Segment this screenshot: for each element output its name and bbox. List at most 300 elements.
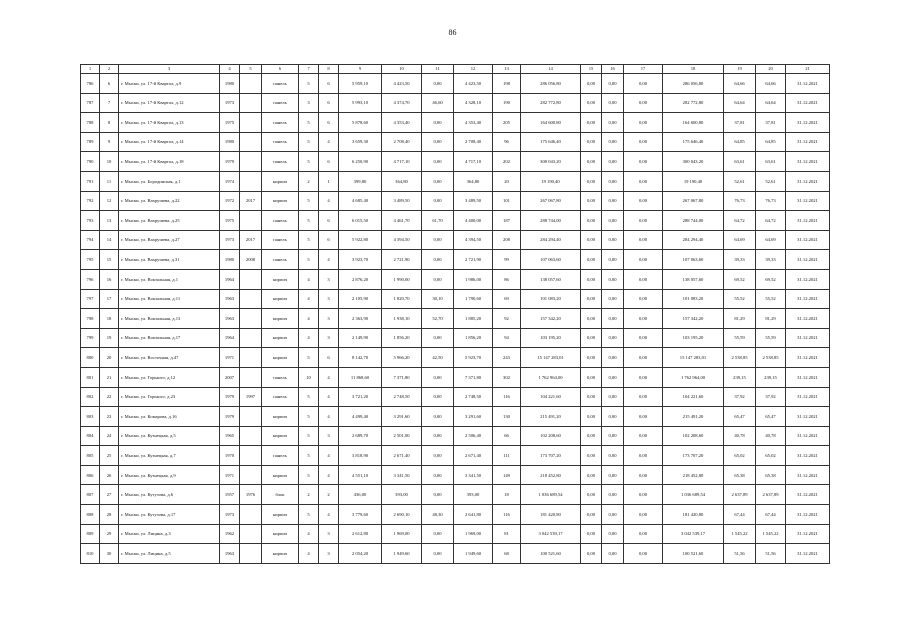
table-cell: 4: [299, 289, 319, 309]
table-cell: 364,80: [454, 171, 493, 191]
table-cell: 4 400,00: [454, 211, 493, 231]
table-cell: 0,00: [624, 171, 663, 191]
table-cell: 0,00: [624, 113, 663, 133]
table-row: [81, 485, 830, 505]
table-cell: 0,00: [624, 250, 663, 270]
table-cell: 21: [100, 367, 119, 387]
table-cell: 1 762 964,00: [663, 367, 724, 387]
table-cell: 0,00: [422, 113, 454, 133]
table-cell: 2 363,90: [339, 309, 382, 329]
table-cell: 67,44: [756, 505, 786, 525]
table-cell: 0,00: [422, 544, 454, 564]
table-cell: 795: [81, 250, 100, 270]
table-cell: 4 394,50: [382, 230, 422, 250]
table-cell: 4: [319, 250, 339, 270]
table-cell: 0,00: [581, 211, 602, 231]
table-cell: 92: [493, 309, 521, 329]
table-cell: 55,52: [724, 289, 756, 309]
table-cell: 0,00: [602, 171, 624, 191]
table-cell: 0,00: [624, 269, 663, 289]
table-cell: 4: [319, 465, 339, 485]
table-cell: панель: [262, 93, 299, 113]
column-header: 21: [786, 65, 830, 74]
column-header: 12: [454, 65, 493, 74]
table-cell: 2008: [240, 250, 262, 270]
table-cell: 65,02: [724, 446, 756, 466]
column-header: 15: [581, 65, 602, 74]
table-cell: 0,00: [581, 387, 602, 407]
table-cell: 0,00: [624, 367, 663, 387]
table-cell: 393,00: [454, 485, 493, 505]
table-cell: панель: [262, 446, 299, 466]
table-cell: 0,00: [602, 93, 624, 113]
table-cell: [240, 407, 262, 427]
table-cell: 0,00: [624, 328, 663, 348]
table-cell: 1 969,00: [382, 524, 422, 544]
table-cell: 116: [493, 387, 521, 407]
table-cell: [240, 328, 262, 348]
table-cell: 55,59: [756, 328, 786, 348]
table-cell: 6: [319, 74, 339, 94]
column-header: 1: [81, 65, 100, 74]
table-cell: 31.12.2021: [786, 505, 830, 525]
address-cell: г. Мыски, ул. 17-й Квартал, д.9: [119, 74, 220, 94]
address-cell: г. Мыски, ул. 17-й Квартал, д.18: [119, 152, 220, 172]
table-cell: 1973: [220, 505, 240, 525]
table-cell: 1971: [220, 465, 240, 485]
table-cell: 4 423,50: [454, 74, 493, 94]
table-cell: 1980: [220, 74, 240, 94]
table-cell: 2 501,00: [382, 426, 422, 446]
table-cell: 64,69: [724, 230, 756, 250]
table-cell: 31.12.2021: [786, 485, 830, 505]
address-cell: г. Мыски, ул. Вокзальная, д.13: [119, 309, 220, 329]
table-cell: 5: [299, 191, 319, 211]
table-cell: 11: [100, 171, 119, 191]
housing-registry-table: [80, 64, 830, 564]
table-cell: 0,00: [624, 465, 663, 485]
table-cell: 2 708,40: [454, 132, 493, 152]
table-cell: 22: [100, 387, 119, 407]
table-cell: 0,00: [602, 465, 624, 485]
table-row: [81, 191, 830, 211]
table-cell: 3: [319, 289, 339, 309]
table-cell: 4: [319, 191, 339, 211]
table-cell: 0,00: [602, 309, 624, 329]
table-cell: 65,02: [756, 446, 786, 466]
table-cell: 3 779,60: [339, 505, 382, 525]
table-cell: 0,00: [581, 230, 602, 250]
table-cell: 0,00: [422, 269, 454, 289]
table-cell: 1 036 689,54: [663, 485, 724, 505]
table-cell: 300 043,20: [521, 152, 581, 172]
table-cell: 0,00: [422, 74, 454, 94]
table-cell: 0,00: [624, 211, 663, 231]
table-cell: 3: [319, 328, 339, 348]
table-cell: 5: [299, 426, 319, 446]
table-cell: 46,60: [422, 93, 454, 113]
column-header: 11: [422, 65, 454, 74]
table-cell: 2 689,70: [339, 426, 382, 446]
table-cell: 282 772,80: [521, 93, 581, 113]
table-row: [81, 544, 830, 564]
table-cell: 1: [319, 171, 339, 191]
table-cell: 1979: [220, 152, 240, 172]
table-cell: 2 748,50: [454, 387, 493, 407]
table-cell: 243: [493, 348, 521, 368]
table-row: [81, 309, 830, 329]
table-cell: 1964: [220, 269, 240, 289]
table-cell: 0,00: [581, 269, 602, 289]
address-cell: г. Мыски, ул. Лицина, д.3: [119, 524, 220, 544]
table-cell: кирпич: [262, 269, 299, 289]
table-cell: 0,00: [602, 113, 624, 133]
column-header: 19: [724, 65, 756, 74]
table-cell: 2 721,90: [382, 250, 422, 270]
table-cell: 65,47: [756, 407, 786, 427]
table-cell: 0,00: [602, 250, 624, 270]
table-cell: 107 063,60: [521, 250, 581, 270]
table-cell: 3 818,90: [339, 446, 382, 466]
table-cell: 802: [81, 387, 100, 407]
table-cell: 4 685,40: [339, 191, 382, 211]
table-cell: [240, 113, 262, 133]
table-cell: 5: [299, 230, 319, 250]
table-row: [81, 524, 830, 544]
table-row: [81, 74, 830, 94]
table-cell: 0,00: [602, 426, 624, 446]
table-cell: 0,00: [581, 446, 602, 466]
table-cell: [240, 289, 262, 309]
table-cell: 76,73: [724, 191, 756, 211]
table-cell: 5: [299, 348, 319, 368]
table-cell: 64,66: [724, 74, 756, 94]
table-cell: 0,00: [602, 132, 624, 152]
table-cell: 801: [81, 367, 100, 387]
column-header: 14: [521, 65, 581, 74]
table-cell: 1973: [220, 230, 240, 250]
table-cell: 1 790,60: [454, 289, 493, 309]
table-cell: 100 521,60: [663, 544, 724, 564]
table-cell: 5: [299, 465, 319, 485]
address-cell: г. Мыски, ул. Кузнецкая, д.9: [119, 465, 220, 485]
table-cell: 55,52: [756, 289, 786, 309]
table-cell: 806: [81, 465, 100, 485]
table-cell: 4: [299, 524, 319, 544]
table-cell: 52,61: [756, 171, 786, 191]
table-cell: 4: [299, 544, 319, 564]
table-cell: 6: [319, 152, 339, 172]
table-cell: 0,00: [602, 152, 624, 172]
table-cell: 61,70: [422, 211, 454, 231]
table-cell: [240, 269, 262, 289]
table-cell: 67,44: [724, 505, 756, 525]
table-cell: 0,00: [624, 152, 663, 172]
table-cell: 103 195,20: [521, 328, 581, 348]
column-header: 9: [339, 65, 382, 74]
table-cell: 0,00: [602, 269, 624, 289]
table-cell: 8: [100, 113, 119, 133]
table-cell: 0,00: [602, 524, 624, 544]
table-cell: 5 959,10: [339, 74, 382, 94]
table-cell: 1997: [240, 387, 262, 407]
table-cell: 0,00: [624, 485, 663, 505]
column-header: 10: [382, 65, 422, 74]
table-cell: 0,00: [581, 544, 602, 564]
table-cell: 64,64: [756, 93, 786, 113]
table-cell: 2 641,80: [454, 505, 493, 525]
table-cell: 1971: [220, 348, 240, 368]
table-cell: 3: [319, 524, 339, 544]
table-cell: 4 353,40: [382, 113, 422, 133]
address-cell: г. Мыски, ул. Кузнецкая, д.5: [119, 426, 220, 446]
table-cell: 0,00: [602, 367, 624, 387]
table-cell: 0,00: [581, 309, 602, 329]
table-cell: 3 042 539,17: [663, 524, 724, 544]
table-cell: 1963: [220, 544, 240, 564]
table-cell: 0,00: [422, 132, 454, 152]
table-cell: кирпич: [262, 465, 299, 485]
table-cell: 3 291,60: [454, 407, 493, 427]
table-row: [81, 328, 830, 348]
table-cell: 6: [100, 74, 119, 94]
table-cell: 76,73: [756, 191, 786, 211]
table-cell: 19: [100, 328, 119, 348]
table-cell: 104 221,60: [663, 387, 724, 407]
table-cell: 96: [493, 132, 521, 152]
table-cell: 181 420,80: [521, 505, 581, 525]
table-cell: 3 659,30: [339, 132, 382, 152]
table-cell: 0,00: [624, 505, 663, 525]
table-cell: 1975: [220, 113, 240, 133]
table-cell: кирпич: [262, 309, 299, 329]
table-cell: 0,00: [581, 93, 602, 113]
table-cell: 0,00: [602, 211, 624, 231]
table-cell: 0,00: [624, 524, 663, 544]
table-cell: 31.12.2021: [786, 309, 830, 329]
table-cell: 0,00: [422, 465, 454, 485]
table-cell: 2: [299, 171, 319, 191]
address-cell: г. Мыски, ул. Восточная, д.47: [119, 348, 220, 368]
table-cell: [240, 524, 262, 544]
table-cell: 37,92: [756, 387, 786, 407]
table-cell: 4 353,40: [454, 113, 493, 133]
table-cell: 198: [493, 74, 521, 94]
table-cell: 799: [81, 328, 100, 348]
table-cell: 55,59: [724, 328, 756, 348]
table-cell: 40,78: [756, 426, 786, 446]
table-cell: 157 342,20: [521, 309, 581, 329]
table-cell: 81,29: [756, 309, 786, 329]
table-cell: 0,00: [422, 328, 454, 348]
table-cell: 0,00: [581, 171, 602, 191]
table-cell: 0,00: [581, 505, 602, 525]
table-cell: 10: [299, 367, 319, 387]
table-cell: 0,00: [624, 446, 663, 466]
table-cell: [240, 171, 262, 191]
table-cell: 5: [299, 211, 319, 231]
table-row: [81, 211, 830, 231]
table-cell: панель: [262, 250, 299, 270]
table-cell: 208: [493, 230, 521, 250]
table-cell: 5: [299, 152, 319, 172]
table-cell: 0,00: [581, 191, 602, 211]
table-cell: 0,00: [624, 544, 663, 564]
table-row: [81, 230, 830, 250]
table-cell: 104 221,60: [521, 387, 581, 407]
table-cell: 5 993,10: [339, 93, 382, 113]
column-header: 6: [262, 65, 299, 74]
table-cell: 3 489,50: [382, 191, 422, 211]
table-cell: 218 452,80: [663, 465, 724, 485]
table-cell: 37,81: [724, 113, 756, 133]
table-cell: 81,29: [724, 309, 756, 329]
table-cell: 202: [493, 152, 521, 172]
table-cell: 1970: [220, 446, 240, 466]
table-cell: 805: [81, 446, 100, 466]
table-cell: 789: [81, 132, 100, 152]
table-cell: 4 394,50: [454, 230, 493, 250]
table-cell: 31.12.2021: [786, 93, 830, 113]
table-cell: 4 461,70: [382, 211, 422, 231]
table-cell: 3 341,50: [382, 465, 422, 485]
table-cell: 65,47: [724, 407, 756, 427]
table-cell: 4 423,50: [382, 74, 422, 94]
address-cell: г. Мыски, ул. 17-й Квартал, д.14: [119, 132, 220, 152]
table-cell: 803: [81, 407, 100, 427]
table-cell: 7 371,80: [454, 367, 493, 387]
table-cell: 5: [299, 250, 319, 270]
table-cell: 5: [299, 505, 319, 525]
table-cell: 4: [319, 367, 339, 387]
table-cell: 2 612,80: [339, 524, 382, 544]
table-cell: кирпич: [262, 544, 299, 564]
column-header: 2: [100, 65, 119, 74]
table-cell: 2 054,20: [339, 544, 382, 564]
table-cell: 0,00: [581, 465, 602, 485]
table-cell: 797: [81, 289, 100, 309]
table-cell: 1980: [220, 250, 240, 270]
table-cell: 0,00: [422, 171, 454, 191]
table-cell: 1963: [220, 289, 240, 309]
table-cell: 2 637,89: [724, 485, 756, 505]
table-cell: 0,00: [581, 524, 602, 544]
table-row: [81, 348, 830, 368]
table-cell: 0,00: [581, 113, 602, 133]
table-cell: панель: [262, 230, 299, 250]
table-cell: 436,00: [339, 485, 382, 505]
table-cell: 0,00: [602, 348, 624, 368]
column-header: 17: [624, 65, 663, 74]
table-cell: 0,00: [581, 74, 602, 94]
table-cell: 0,00: [602, 191, 624, 211]
table-cell: 0,00: [581, 328, 602, 348]
table-cell: 786: [81, 74, 100, 94]
table-cell: 10: [100, 152, 119, 172]
table-cell: 52,61: [724, 171, 756, 191]
table-cell: 3 923,70: [339, 250, 382, 270]
table-cell: 0,00: [602, 230, 624, 250]
table-cell: 1979: [220, 387, 240, 407]
table-cell: 3: [319, 544, 339, 564]
table-row: [81, 446, 830, 466]
table-cell: 64,66: [756, 74, 786, 94]
table-cell: 25: [100, 446, 119, 466]
table-cell: 2 671,40: [454, 446, 493, 466]
table-cell: 1962: [220, 524, 240, 544]
table-cell: [240, 348, 262, 368]
table-cell: 0,00: [422, 446, 454, 466]
table-cell: 1973: [220, 93, 240, 113]
address-cell: г. Мыски, ул. 17-й Квартал, д.13: [119, 113, 220, 133]
table-cell: 787: [81, 93, 100, 113]
table-cell: 1 545,22: [724, 524, 756, 544]
table-cell: 267 067,80: [663, 191, 724, 211]
table-cell: 1 949,60: [382, 544, 422, 564]
table-cell: 40,78: [724, 426, 756, 446]
table-cell: 4 717,10: [382, 152, 422, 172]
table-cell: 267 067,80: [521, 191, 581, 211]
table-cell: 4: [299, 328, 319, 348]
address-cell: г. Мыски, ул. Вокзальная, д.1: [119, 269, 220, 289]
table-cell: 0,00: [422, 426, 454, 446]
table-cell: 0,00: [581, 348, 602, 368]
table-cell: 788: [81, 113, 100, 133]
table-cell: 17: [100, 289, 119, 309]
table-cell: 1975: [220, 211, 240, 231]
table-row: [81, 407, 830, 427]
table-cell: 0,00: [422, 191, 454, 211]
table-cell: 31.12.2021: [786, 269, 830, 289]
table-cell: 31.12.2021: [786, 407, 830, 427]
table-cell: 8 142,70: [339, 348, 382, 368]
table-cell: 215 491,20: [663, 407, 724, 427]
table-row: [81, 93, 830, 113]
table-cell: 2 149,90: [339, 328, 382, 348]
table-cell: 52,70: [422, 309, 454, 329]
table-cell: 101 083,20: [663, 289, 724, 309]
table-cell: 31.12.2021: [786, 387, 830, 407]
table-cell: 792: [81, 191, 100, 211]
table-cell: 102 208,60: [521, 426, 581, 446]
table-cell: 13: [100, 211, 119, 231]
table-cell: 6 250,90: [339, 152, 382, 172]
table-cell: 31.12.2021: [786, 524, 830, 544]
table-cell: 6: [319, 93, 339, 113]
table-cell: 4: [299, 309, 319, 329]
table-cell: 5: [299, 446, 319, 466]
table-cell: 30,10: [422, 289, 454, 309]
address-cell: г. Мыски, ул. Вокзальная, д.17: [119, 328, 220, 348]
table-cell: [240, 367, 262, 387]
table-cell: 29: [100, 524, 119, 544]
table-cell: 2: [319, 485, 339, 505]
table-cell: 1 885,20: [454, 309, 493, 329]
table-cell: 790: [81, 152, 100, 172]
table-cell: 1 545,22: [756, 524, 786, 544]
table-row: [81, 426, 830, 446]
table-cell: 791: [81, 171, 100, 191]
table-row: [81, 171, 830, 191]
table-cell: 218 452,80: [521, 465, 581, 485]
address-cell: г. Мыски, ул. Лицина, д.5: [119, 544, 220, 564]
table-cell: панель: [262, 211, 299, 231]
address-cell: г. Мыски, ул. Вахрушева, д.31: [119, 250, 220, 270]
table-cell: 31.12.2021: [786, 171, 830, 191]
table-cell: 7 371,80: [382, 367, 422, 387]
table-cell: 1974: [220, 171, 240, 191]
table-cell: 102 208,60: [663, 426, 724, 446]
